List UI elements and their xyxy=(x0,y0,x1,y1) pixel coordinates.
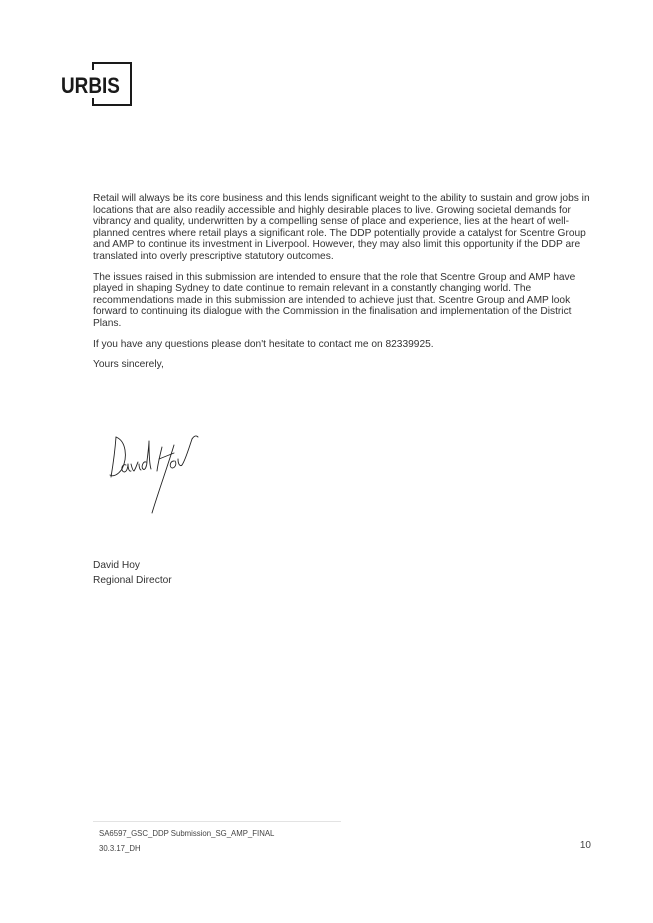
signature-image xyxy=(108,431,204,517)
paragraph-issues: The issues raised in this submission are intended to ensure that the role that Scentre Group and AMP have played in shaping Sydney to date continue to remain relevant in a constantly changing world. The recommendations made in this submission are intended to achieve just that. Scentre Group and AMP look forward to continuing its dialogue with the Commission in the finalisation and implementation of the District Plans. xyxy=(93,271,576,329)
paragraph-retail: Retail will always be its core business and this lends significant weight to the ability to sustain and grow jobs in locations that are also readily accessible and highly desirable places to live. Growing societal demands for vibrancy and quality, underwritten by a compelling sense of place and experience, lies at the heart of well-planned centres where retail plays a significant role. The DDP potentially provide a catalyst for Scentre Group and AMP to continue its investment in Liverpool. However, they may also limit this opportunity if the DDP are translated into overly prescriptive statutory outcomes. xyxy=(93,193,590,262)
footer-doc-name: SA6597_GSC_DDP Submission_SG_AMP_FINAL xyxy=(99,829,275,838)
logo-text: URBIS xyxy=(61,73,120,98)
letter-body xyxy=(93,193,593,380)
paragraph-contact: If you have any questions please don't hesitate to contact me on 82339925. xyxy=(93,338,434,350)
signer-block xyxy=(93,558,172,588)
footer-document-ref xyxy=(99,826,274,856)
footer-doc-date: 30.3.17_DH xyxy=(99,844,141,853)
page-number: 10 xyxy=(579,840,591,851)
signer-title: Regional Director xyxy=(93,575,172,586)
signer-name: David Hoy xyxy=(93,560,140,571)
closing: Yours sincerely, xyxy=(93,359,164,371)
urbis-logo xyxy=(61,62,133,108)
footer-divider xyxy=(93,821,341,822)
logo-bracket xyxy=(92,62,132,106)
